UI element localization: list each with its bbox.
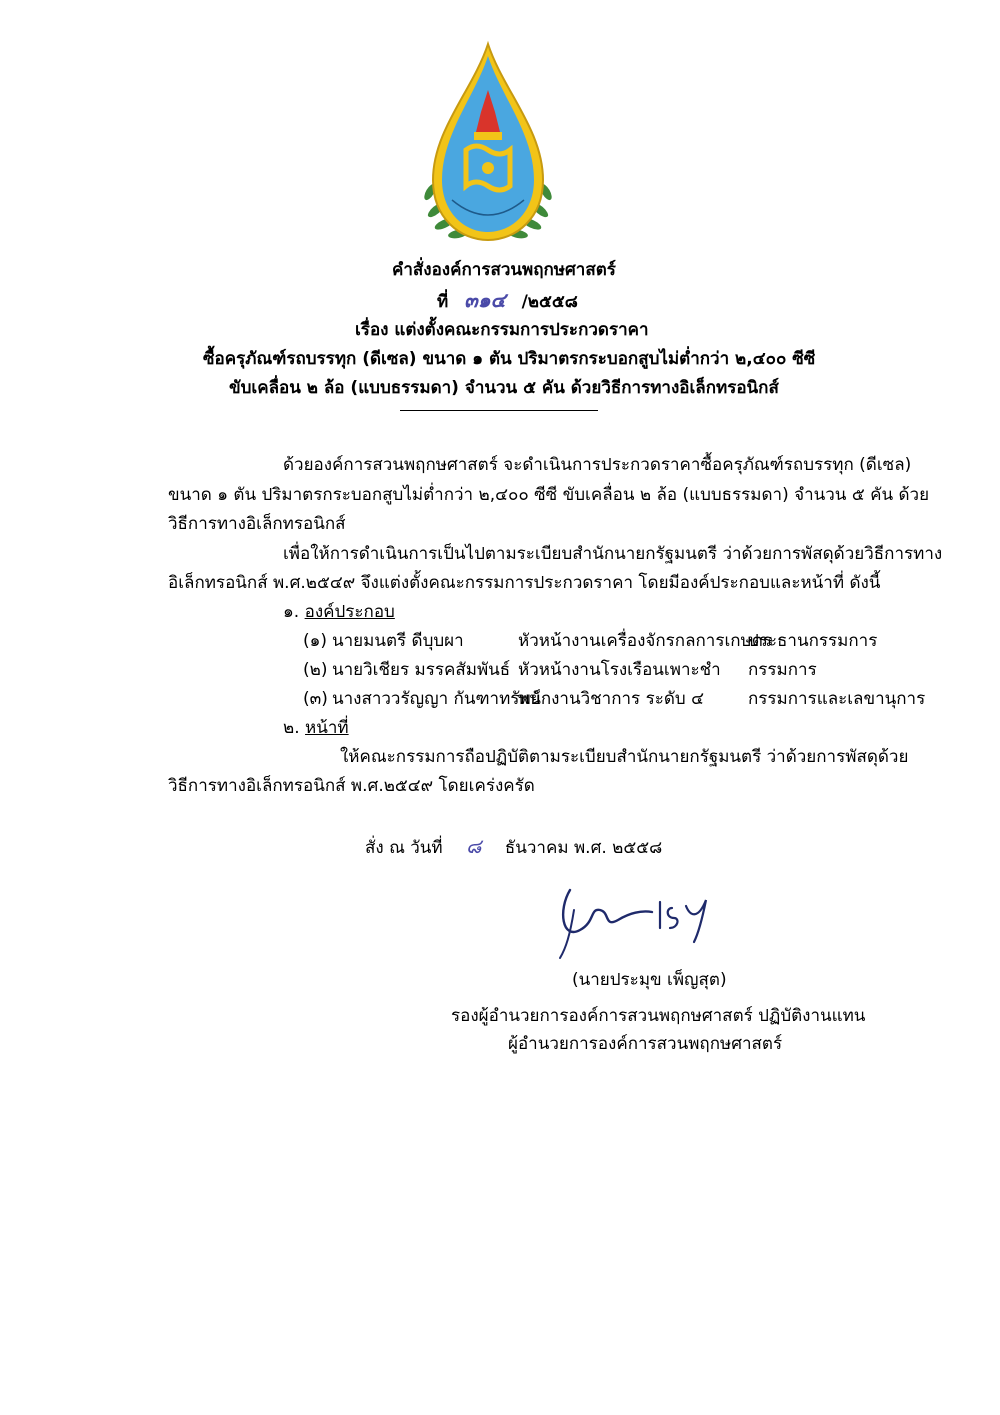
subject-line-3: ขับเคลื่อน ๒ ล้อ (แบบธรรมดา) จำนวน ๕ คัน ด้วยวิธีการทางอิเล็กทรอนิกส์ (229, 378, 779, 398)
member-2-position: หัวหน้างานโรงเรือนเพาะชำ (518, 660, 721, 680)
para2-line1: เพื่อให้การดำเนินการเป็นไปตามระเบียบสำนักนายกรัฐมนตรี ว่าด้วยการพัสดุด้วยวิธีการทาง (283, 544, 943, 564)
member-1-position: หัวหน้างานเครื่องจักรกลการเกษตร (518, 631, 772, 651)
para1-line1: ด้วยองค์การสวนพฤกษศาสตร์ จะดำเนินการประกวดราคาซื้อครุภัณฑ์รถบรรทุก (ดีเซล) (283, 455, 912, 475)
signatory-name: (นายประมุข เพ็ญสุต) (572, 970, 727, 990)
para3-line2: วิธีการทางอิเล็กทรอนิกส์ พ.ศ.๒๕๔๙ โดยเคร่งครัด (168, 776, 535, 796)
member-3-name: นางสาววรัญญา กันฑาทรัพย์ (332, 689, 541, 709)
date-prefix: สั่ง ณ วันที่ (365, 838, 443, 858)
member-1-role: ประธานกรรมการ (748, 631, 878, 651)
number-prefix: ที่ (437, 292, 449, 312)
section-1-heading (283, 598, 395, 625)
member-3-role: กรรมการและเลขานุการ (748, 689, 926, 709)
member-2-name: นายวิเชียร มรรคสัมพันธ์ (332, 660, 511, 680)
member-1-name: นายมนตรี ดีบุบผา (332, 631, 464, 651)
signatory-title-line2: ผู้อำนวยการองค์การสวนพฤกษศาสตร์ (508, 1034, 783, 1054)
section-1-title: องค์ประกอบ (304, 602, 395, 622)
order-number (437, 284, 578, 316)
subject-line-2: ซื้อครุภัณฑ์รถบรรทุก (ดีเซล) ขนาด ๑ ตัน ปริมาตรกระบอกสูบไม่ต่ำกว่า ๒,๔๐๐ ซีซี (203, 349, 816, 369)
handwritten-signature-icon (540, 880, 720, 960)
subject-title: เรื่อง แต่งตั้งคณะกรรมการประกวดราคา (355, 320, 649, 340)
section-2-heading (283, 714, 349, 741)
para3-line1: ให้คณะกรรมการถือปฏิบัติตามระเบียบสำนักนายกรัฐมนตรี ว่าด้วยการพัสดุด้วย (340, 747, 909, 767)
number-handwritten: ๓๑๔ (464, 288, 506, 312)
member-1-no: (๑) (303, 631, 328, 651)
agency-emblem-icon (418, 40, 558, 250)
member-2-role: กรรมการ (748, 660, 817, 680)
member-3-no: (๓) (303, 689, 328, 709)
order-title: คำสั่งองค์การสวนพฤกษศาสตร์ (392, 260, 616, 280)
signatory-title-line1: รองผู้อำนวยการองค์การสวนพฤกษศาสตร์ ปฏิบัติงานแทน (451, 1006, 866, 1026)
para2-line2: อิเล็กทรอนิกส์ พ.ศ.๒๕๔๙ จึงแต่งตั้งคณะกรรมการประกวดราคา โดยมีองค์ประกอบและหน้าที่ ดังนี้ (168, 573, 881, 593)
member-3-position: พนักงานวิชาการ ระดับ ๔ (518, 689, 704, 709)
section-1-number: ๑. (283, 602, 300, 622)
date-suffix: ธันวาคม พ.ศ. ๒๕๕๘ (504, 838, 663, 858)
date-day-handwritten: ๘ (466, 834, 482, 858)
number-suffix: /๒๕๕๘ (521, 292, 578, 312)
header-divider (400, 410, 598, 411)
order-date (365, 830, 662, 862)
section-2-title: หน้าที่ (305, 718, 349, 738)
member-2-no: (๒) (303, 660, 328, 680)
para1-line3: วิธีการทางอิเล็กทรอนิกส์ (168, 514, 346, 534)
section-2-number: ๒. (283, 718, 300, 738)
para1-line2: ขนาด ๑ ตัน ปริมาตรกระบอกสูบไม่ต่ำกว่า ๒,๔๐๐ ซีซี ขับเคลื่อน ๒ ล้อ (แบบธรรมดา) จำนวน ๕ คัน ด้วย (168, 485, 930, 505)
